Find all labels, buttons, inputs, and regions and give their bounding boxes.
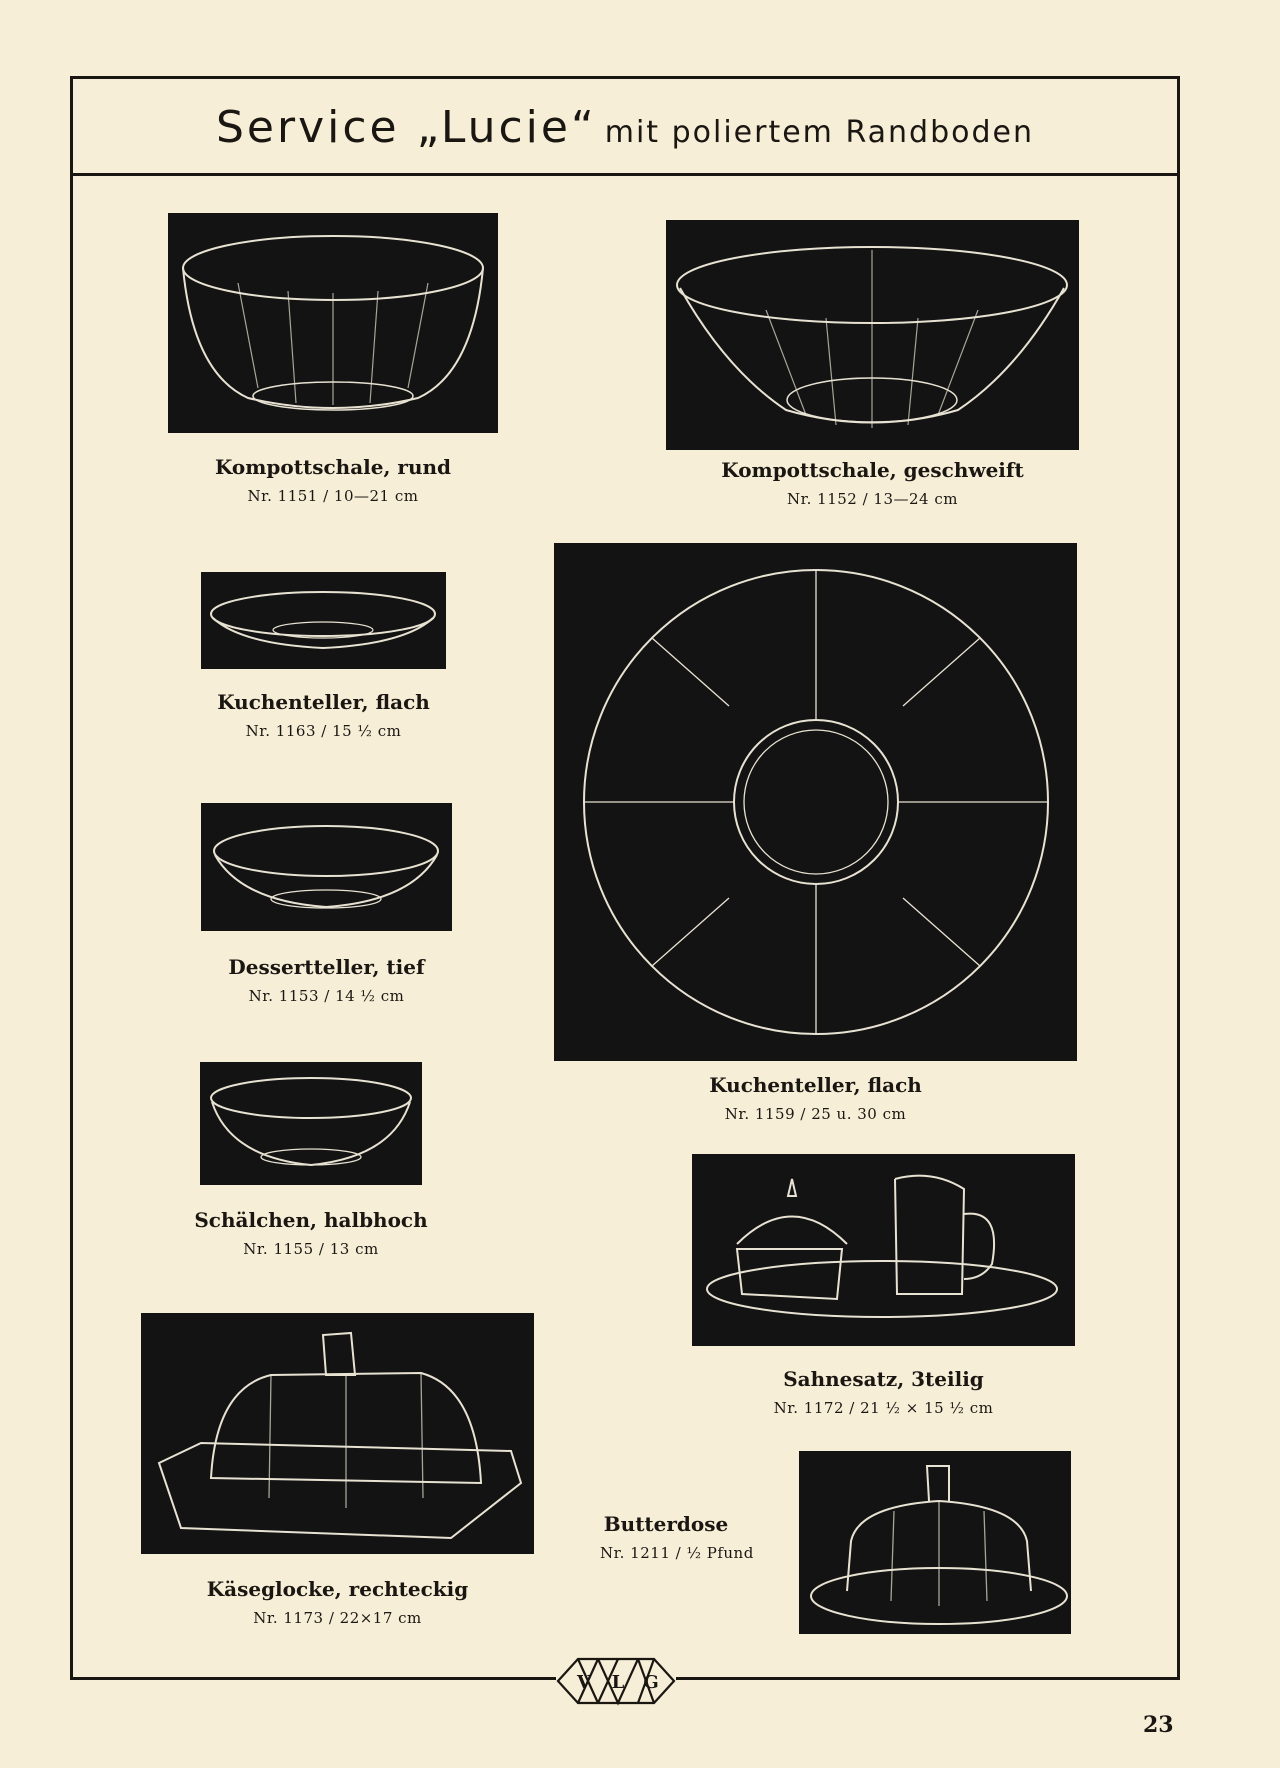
item-name: Kompottschale, rund (214, 455, 452, 479)
logo-letter-v: V (577, 1672, 591, 1693)
caption-1172 (692, 1367, 1075, 1417)
caption-1211 (600, 1512, 754, 1562)
caption-1155 (180, 1208, 442, 1258)
item-number: Nr. 1159 / 25 u. 30 cm (724, 1105, 907, 1123)
item-number: Nr. 1163 / 15 ½ cm (245, 722, 402, 740)
item-name: Kuchenteller, flach (217, 690, 430, 714)
item-number: Nr. 1152 / 13—24 cm (786, 490, 958, 508)
photo-schaelchen-halbhoch (200, 1062, 422, 1185)
title-subtitle: mit poliertem Randboden (604, 115, 1034, 150)
item-name: Dessertteller, tief (228, 955, 425, 979)
page-number: 23 (1143, 1712, 1174, 1738)
photo-kompottschale-rund (168, 213, 498, 433)
item-name: Käseglocke, rechteckig (206, 1577, 469, 1601)
item-number: Nr. 1151 / 10—21 cm (247, 487, 419, 505)
caption-1153 (201, 955, 452, 1005)
item-number: Nr. 1211 / ½ Pfund (600, 1544, 754, 1562)
title-main: Service „Lucie“ (216, 102, 597, 153)
item-number: Nr. 1173 / 22×17 cm (253, 1609, 422, 1627)
logo-letter-l: L (611, 1672, 625, 1693)
page-title (73, 79, 1177, 176)
photo-sahnesatz (692, 1154, 1075, 1346)
item-name: Kuchenteller, flach (709, 1073, 922, 1097)
caption-1163 (201, 690, 446, 740)
photo-kuchenteller-1159 (554, 543, 1077, 1061)
caption-1151 (168, 455, 498, 505)
photo-butterdose (799, 1451, 1071, 1634)
item-number: Nr. 1155 / 13 cm (243, 1240, 379, 1258)
photo-kuchenteller-1163 (201, 572, 446, 669)
item-name: Sahnesatz, 3teilig (783, 1367, 984, 1391)
photo-kompottschale-geschweift (666, 220, 1079, 450)
item-number: Nr. 1153 / 14 ½ cm (248, 987, 405, 1005)
caption-1159 (554, 1073, 1077, 1123)
caption-1173 (141, 1577, 534, 1627)
photo-kaeseglocke (141, 1313, 534, 1554)
vlg-logo (556, 1655, 676, 1707)
item-name: Butterdose (603, 1512, 729, 1536)
photo-dessertteller-tief (201, 803, 452, 931)
logo-letter-g: G (643, 1672, 659, 1693)
item-name: Schälchen, halbhoch (194, 1208, 428, 1232)
caption-1152 (666, 458, 1079, 508)
item-name: Kompottschale, geschweift (721, 458, 1024, 482)
item-number: Nr. 1172 / 21 ½ × 15 ½ cm (773, 1399, 994, 1417)
